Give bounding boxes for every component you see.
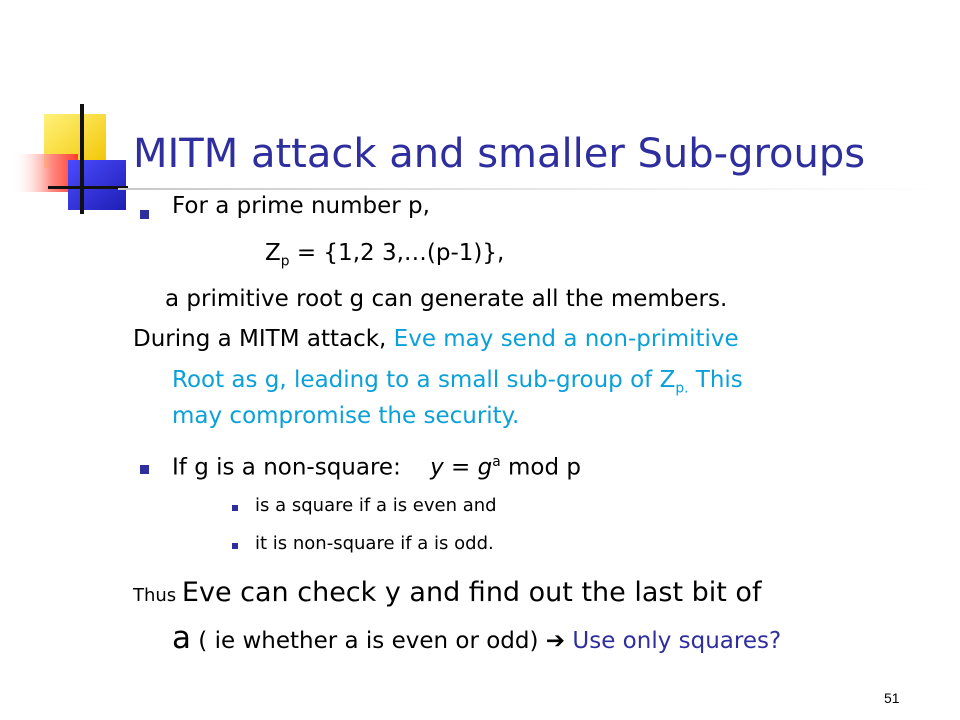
set-definition: $Z_p = \{1,2$ 3,…(p-1)}, — [265, 240, 505, 270]
primitive-root-text: a primitive root g can generate all the members. — [165, 286, 728, 312]
bullet-marker — [140, 465, 149, 474]
conclusion-line-1: Thus Eve can check y and find out the last bit of — [133, 577, 762, 608]
slide-title: MITM attack and smaller Sub-groups — [133, 131, 866, 177]
conclusion-line-2: a ( ie whether a is even or odd) ➔ Use only squares? — [172, 620, 782, 656]
right-arrow-icon: ➔ — [545, 628, 566, 654]
sub-bullet-marker — [232, 505, 238, 511]
corner-decoration — [0, 0, 140, 230]
mitm-paragraph-line-2: Root as g, leading to a small sub-group of $Z_{p.}$ This — [172, 367, 743, 397]
mitm-paragraph-line-1: During a MITM attack, Eve may send a non-primitive — [133, 326, 739, 352]
bullet-marker — [140, 210, 149, 219]
sub-bullet-marker — [232, 543, 238, 549]
bullet-prime-number: For a prime number p, — [172, 193, 430, 219]
sub-bullet-odd: it is non-square if a is odd. — [255, 533, 494, 554]
bullet-non-square: If g is a non-square: $y = g^a$ mod p — [172, 454, 581, 481]
page-number: 51 — [884, 690, 900, 706]
mitm-paragraph-line-3: may compromise the security. — [172, 403, 520, 429]
sub-bullet-even: is a square if a is even and — [255, 495, 497, 516]
title-divider — [118, 188, 938, 190]
